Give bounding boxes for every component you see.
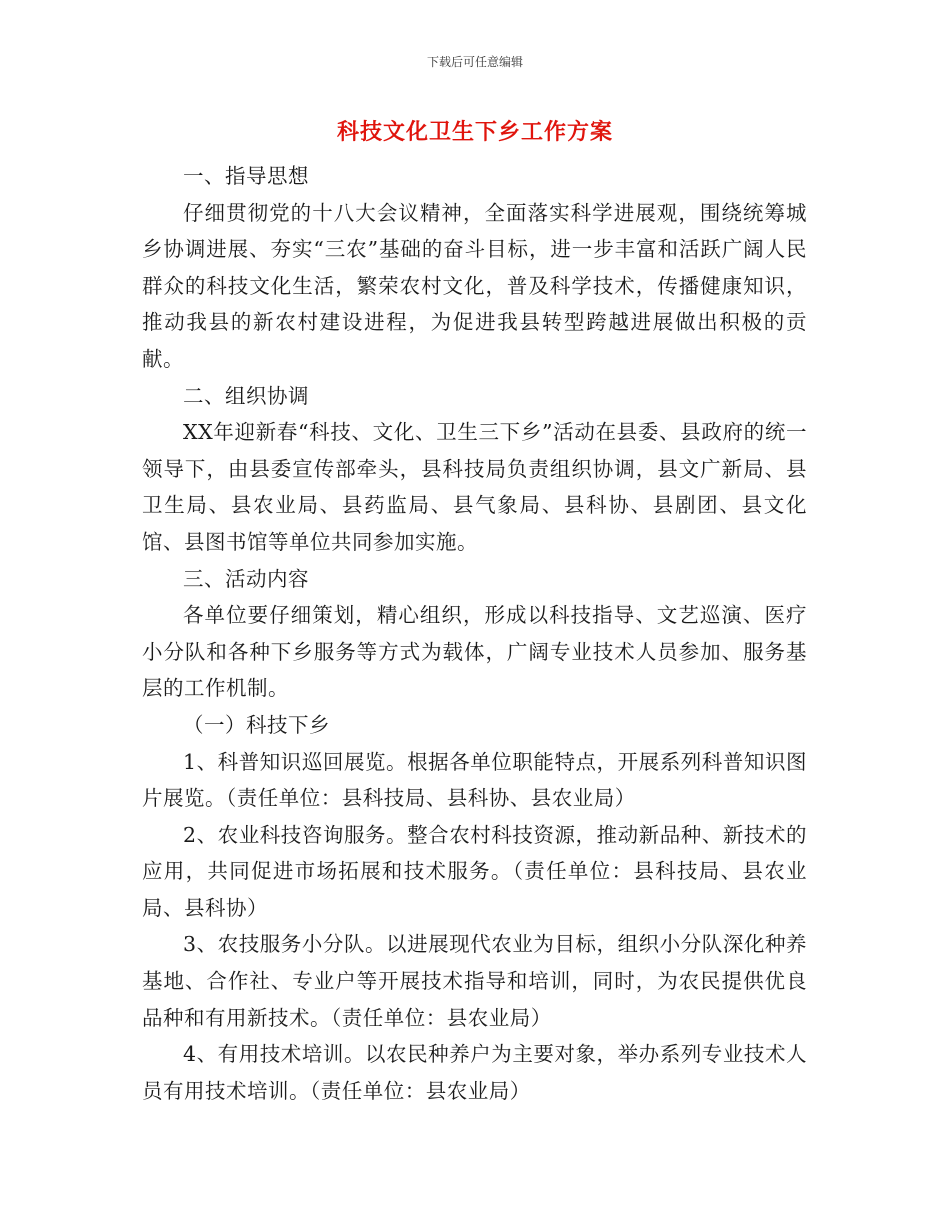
paragraph: XX年迎新春“科技、文化、卫生三下乡”活动在县委、县政府的统一领导下，由县委宣传部牵头，县科技局负责组织协调，县文广新局、县卫生局、县农业局、县药监局、县气象局、县科协、县剧团、县文化馆、县图书馆等单位共同参加实施。 xyxy=(142,420,807,554)
document-title: 科技文化卫生下乡工作方案 xyxy=(336,120,613,145)
paragraph: 各单位要仔细策划，精心组织，形成以科技指导、文艺巡演、医疗小分队和各种下乡服务等方式为载体，广阔专业技术人员参加、服务基层的工作机制。 xyxy=(142,603,807,701)
section-heading-guiding-ideology: 一、指导思想 xyxy=(183,164,309,188)
document-body xyxy=(142,158,807,1109)
section-heading-organization: 二、组织协调 xyxy=(183,383,309,408)
paragraph: 仔细贯彻党的十八大会议精神，全面落实科学进展观，围绕统筹城乡协调进展、夯实“三农”基础的奋斗目标，进一步丰富和活跃广阔人民群众的科技文化生活，繁荣农村文化，普及科学技术，传播健康知识，推动我县的新农村建设进程，为促进我县转型跨越进展做出积极的贡献。 xyxy=(142,200,807,371)
list-item: 1、科普知识巡回展览。根据各单位职能特点，开展系列科普知识图片展览。（责任单位：县科技局、县科协、县农业局） xyxy=(142,749,807,811)
list-item: 4、有用技术培训。以农民种养户为主要对象，举办系列专业技术人员有用技术培训。（责任单位：县农业局） xyxy=(142,1042,807,1103)
subsection-heading-tech: （一）科技下乡 xyxy=(183,712,330,737)
list-item: 2、农业科技咨询服务。整合农村科技资源，推动新品种、新技术的应用，共同促进市场拓展和技术服务。（责任单位：县科技局、县农业局、县科协） xyxy=(142,822,807,920)
list-item: 3、农技服务小分队。以进展现代农业为目标，组织小分队深化种养基地、合作社、专业户等开展技术指导和培训，同时，为农民提供优良品种和有用新技术。（责任单位：县农业局） xyxy=(142,932,807,1030)
section-heading-activities: 三、活动内容 xyxy=(183,566,309,591)
page-header: 下载后可任意编辑 xyxy=(426,55,523,69)
